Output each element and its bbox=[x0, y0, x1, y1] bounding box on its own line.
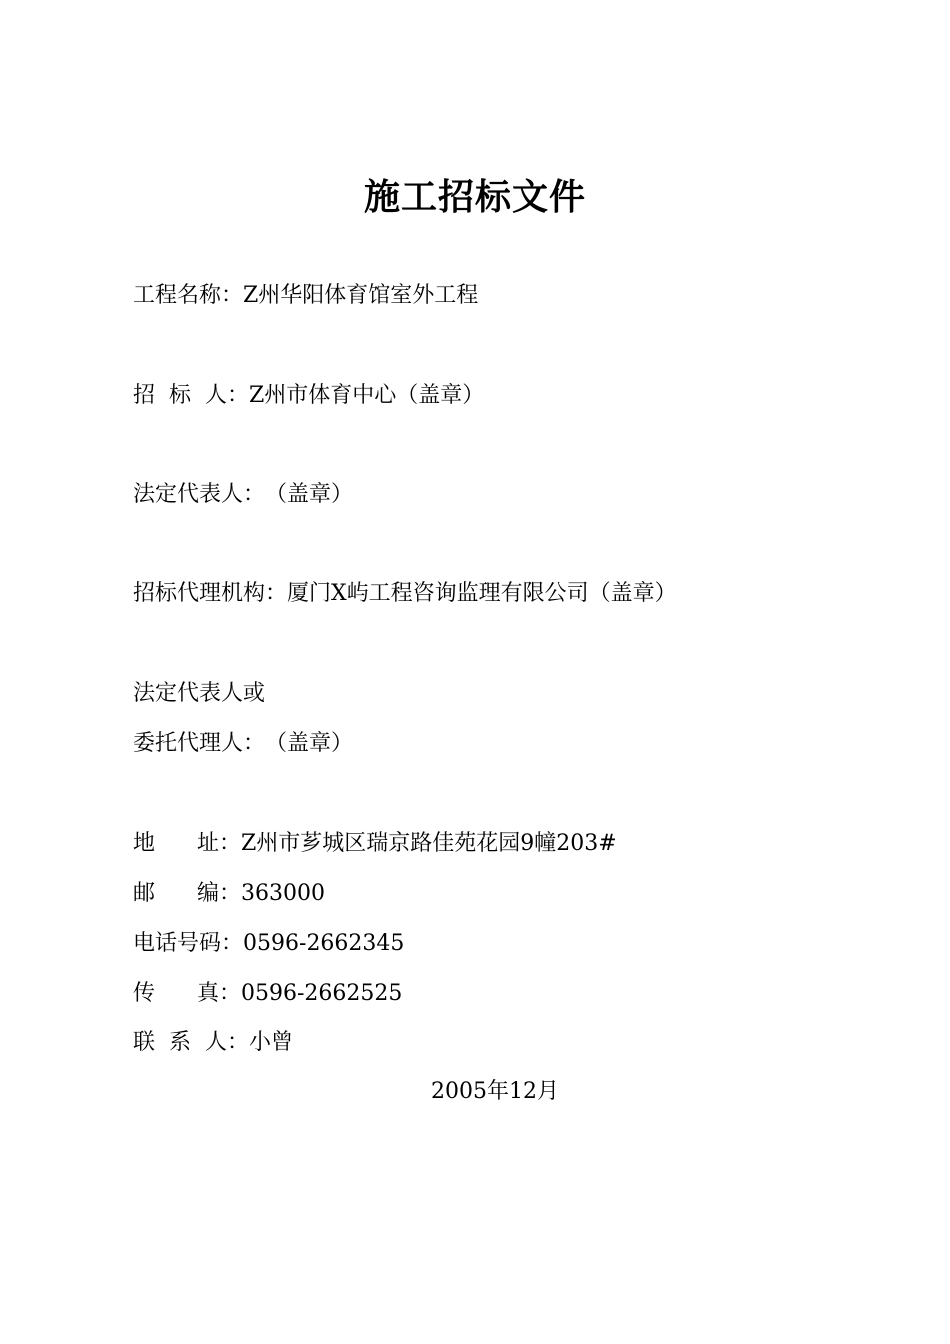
legal-rep-or-line bbox=[133, 678, 265, 710]
address-value: Z州市芗城区瑞京路佳苑花园9幢203# bbox=[240, 831, 617, 856]
phone-value: 0596-2662345 bbox=[243, 931, 405, 956]
address-line bbox=[133, 828, 617, 860]
tenderer-value: Z州市体育中心（盖章） bbox=[248, 383, 485, 408]
legal-rep-label: 法定代表人： bbox=[133, 482, 266, 507]
legal-rep-value: （盖章） bbox=[265, 482, 354, 507]
project-name-line bbox=[133, 280, 478, 312]
contact-value: 小曾 bbox=[248, 1030, 293, 1055]
agency-line bbox=[133, 578, 677, 610]
postcode-label: 邮 编： bbox=[133, 881, 241, 906]
fax-value: 0596-2662525 bbox=[240, 981, 403, 1006]
agency-label: 招标代理机构： bbox=[133, 581, 288, 606]
project-name-value: Z州华阳体育馆室外工程 bbox=[243, 283, 479, 308]
tenderer-line bbox=[133, 380, 484, 412]
address-label: 地 址： bbox=[133, 831, 241, 856]
tenderer-label: 招 标 人： bbox=[133, 383, 249, 408]
authorized-agent-line bbox=[133, 728, 353, 760]
authorized-agent-label: 委托代理人： bbox=[133, 731, 266, 756]
project-name-label: 工程名称： bbox=[133, 283, 244, 308]
legal-rep-or-label: 法定代表人或 bbox=[133, 681, 266, 706]
postcode-value: 363000 bbox=[240, 881, 325, 906]
postcode-line bbox=[133, 878, 325, 910]
authorized-agent-value: （盖章） bbox=[265, 731, 354, 756]
legal-rep-line bbox=[133, 479, 353, 511]
phone-label: 电话号码： bbox=[133, 931, 244, 956]
fax-line bbox=[133, 978, 402, 1010]
contact-label: 联 系 人： bbox=[133, 1030, 249, 1055]
document-title: 施工招标文件 bbox=[363, 176, 586, 218]
phone-line bbox=[133, 928, 404, 960]
fax-label: 传 真： bbox=[133, 981, 241, 1006]
agency-value: 厦门X屿工程咨询监理有限公司（盖章） bbox=[287, 581, 677, 606]
document-date: 2005年12月 bbox=[431, 1079, 559, 1104]
contact-line bbox=[133, 1027, 293, 1059]
